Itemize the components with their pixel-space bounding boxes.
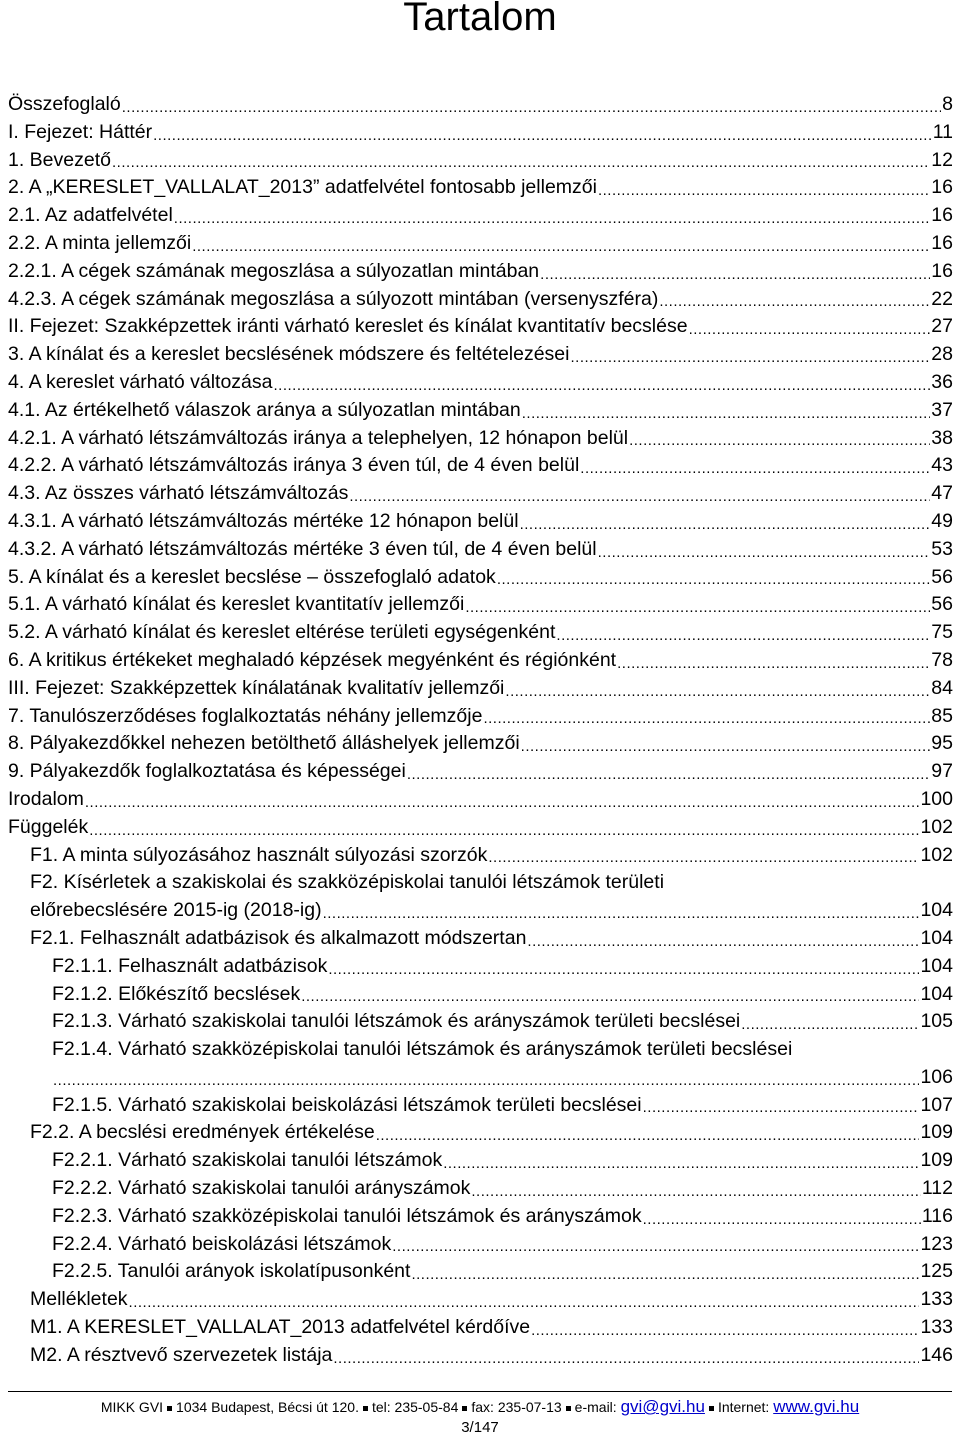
- toc-leader-dots: [174, 208, 931, 230]
- toc-leader-dots: [598, 542, 931, 564]
- toc-leader-dots: [556, 625, 930, 647]
- toc-entry[interactable]: [8, 1231, 953, 1259]
- toc-leader-dots: [527, 931, 919, 953]
- toc-entry-label: 5.1. A várható kínálat és kereslet kvantitatív jellemzői: [8, 593, 465, 616]
- footer-divider: [8, 1391, 952, 1392]
- toc-leader-dots: [407, 764, 930, 786]
- table-of-contents: [8, 91, 953, 1370]
- toc-leader-dots: [112, 152, 930, 174]
- toc-entry[interactable]: [8, 1147, 953, 1175]
- toc-leader-dots: [598, 180, 930, 202]
- toc-entry-label: 4.3. Az összes várható létszámváltozás: [8, 482, 349, 505]
- toc-entry[interactable]: [8, 619, 953, 647]
- bullet-square-icon: [462, 1406, 467, 1411]
- toc-entry[interactable]: [8, 1064, 953, 1092]
- toc-entry-page: 75: [931, 621, 953, 644]
- toc-entry-page: 102: [920, 843, 953, 866]
- toc-entry-label: 4.1. Az értékelhető válaszok aránya a súlyozatlan mintában: [8, 398, 521, 421]
- toc-leader-dots: [505, 681, 930, 703]
- toc-entry[interactable]: [8, 564, 953, 592]
- toc-entry-label: M1. A KERESLET_VALLALAT_2013 adatfelvétel kérdőíve: [30, 1316, 531, 1339]
- toc-leader-dots: [659, 291, 930, 313]
- toc-leader-dots: [540, 264, 930, 286]
- toc-entry-label: F2.1.5. Várható szakiskolai beiskolázási létszámok területi becslései: [52, 1093, 642, 1116]
- toc-leader-dots: [465, 597, 930, 619]
- toc-entry[interactable]: [8, 1286, 953, 1314]
- toc-entry[interactable]: [8, 953, 953, 981]
- footer-fax: fax: 235-07-13: [471, 1399, 562, 1415]
- toc-entry-page: 37: [931, 398, 953, 421]
- toc-leader-dots: [53, 1070, 919, 1092]
- toc-entry-label: 2. A „KERESLET_VALLALAT_2013” adatfelvétel fontosabb jellemzői: [8, 176, 597, 199]
- toc-entry-label: F2.2.5. Tanulói arányok iskolatípusonként: [52, 1260, 411, 1283]
- toc-leader-dots: [122, 97, 941, 119]
- toc-entry-page: 28: [931, 343, 953, 366]
- toc-leader-dots: [85, 792, 920, 814]
- toc-leader-dots: [580, 458, 930, 480]
- toc-entry-label: 7. Tanulószerződéses foglalkoztatás néhány jellemzője: [8, 704, 483, 727]
- toc-entry[interactable]: [8, 508, 953, 536]
- toc-entry[interactable]: [8, 981, 953, 1009]
- toc-entry[interactable]: [8, 452, 953, 480]
- toc-entry[interactable]: [8, 703, 953, 731]
- toc-entry-page: 78: [931, 648, 953, 671]
- toc-leader-dots: [328, 959, 919, 981]
- toc-leader-dots: [129, 1292, 920, 1314]
- toc-leader-dots: [443, 1153, 919, 1175]
- toc-leader-dots: [520, 514, 931, 536]
- toc-entry-label: F2.2.3. Várható szakközépiskolai tanulói létszámok és arányszámok: [52, 1204, 642, 1227]
- toc-entry-page: 123: [920, 1232, 953, 1255]
- toc-entry-label: II. Fejezet: Szakképzettek iránti várható kereslet és kínálat kvantitatív becslése: [8, 315, 688, 338]
- toc-entry-label: 2.2. A minta jellemzői: [8, 231, 192, 254]
- toc-entry-label: Irodalom: [8, 787, 84, 810]
- toc-entry[interactable]: [8, 1092, 953, 1120]
- toc-entry-label: 6. A kritikus értékeket meghaladó képzések megyénként és régiónként: [8, 648, 617, 671]
- toc-entry[interactable]: [8, 480, 953, 508]
- toc-leader-dots: [153, 125, 932, 147]
- toc-entry[interactable]: [8, 869, 953, 897]
- toc-leader-dots: [349, 486, 930, 508]
- toc-entry-label: 8. Pályakezdőkkel nehezen betölthető álláshelyek jellemzői: [8, 732, 520, 755]
- toc-entry[interactable]: [8, 174, 953, 202]
- toc-entry-label: F2.2. A becslési eredmények értékelése: [30, 1121, 375, 1144]
- toc-entry-page: 56: [931, 593, 953, 616]
- toc-leader-dots: [483, 708, 930, 730]
- toc-entry-label: 9. Pályakezdők foglalkoztatása és képességei: [8, 760, 406, 783]
- toc-leader-dots: [629, 430, 930, 452]
- toc-entry[interactable]: [8, 286, 953, 314]
- toc-leader-dots: [411, 1264, 919, 1286]
- toc-entry[interactable]: [8, 1175, 953, 1203]
- toc-entry-label: III. Fejezet: Szakképzettek kínálatának kvalitatív jellemzői: [8, 676, 505, 699]
- toc-entry-page: 56: [931, 565, 953, 588]
- toc-entry-page: 104: [920, 982, 953, 1005]
- toc-entry[interactable]: [8, 758, 953, 786]
- toc-entry-label: Összefoglaló: [8, 93, 121, 115]
- toc-entry-page: 27: [931, 315, 953, 338]
- footer-org: MIKK GVI: [100, 1399, 164, 1415]
- toc-entry-page: 133: [920, 1288, 953, 1311]
- toc-entry[interactable]: [8, 397, 953, 425]
- toc-entry[interactable]: [8, 925, 953, 953]
- toc-entry[interactable]: [8, 591, 953, 619]
- toc-leader-dots: [488, 847, 919, 869]
- toc-entry-page: 84: [931, 676, 953, 699]
- toc-entry-page: 125: [920, 1260, 953, 1283]
- toc-entry-label: I. Fejezet: Háttér: [8, 120, 153, 143]
- toc-entry-page: 36: [931, 370, 953, 393]
- footer-web-link[interactable]: www.gvi.hu: [773, 1397, 860, 1416]
- toc-entry[interactable]: [8, 1203, 953, 1231]
- toc-entry-page: 16: [931, 231, 953, 254]
- footer-email-link[interactable]: gvi@gvi.hu: [620, 1397, 705, 1416]
- toc-entry-label: Függelék: [8, 815, 89, 838]
- toc-entry[interactable]: [8, 897, 953, 925]
- toc-entry-label: F2.1.3. Várható szakiskolai tanulói létszámok és arányszámok területi becslései: [52, 1010, 741, 1033]
- toc-entry-label: 4. A kereslet várható változása: [8, 370, 273, 393]
- toc-entry-label: M2. A résztvevő szervezetek listája: [30, 1343, 333, 1366]
- toc-entry-page: 49: [931, 509, 953, 532]
- toc-entry[interactable]: [8, 369, 953, 397]
- bullet-square-icon: [363, 1406, 368, 1411]
- toc-entry[interactable]: [8, 91, 953, 119]
- toc-entry-label: F2.2.4. Várható beiskolázási létszámok: [52, 1232, 392, 1255]
- bullet-square-icon: [566, 1406, 571, 1411]
- footer-email-label: e-mail:: [574, 1399, 617, 1415]
- toc-entry-label: F2.2.2. Várható szakiskolai tanulói arányszámok: [52, 1177, 471, 1200]
- toc-entry-page: 109: [920, 1121, 953, 1144]
- toc-leader-dots: [471, 1181, 921, 1203]
- toc-leader-dots: [89, 820, 919, 842]
- toc-leader-dots: [643, 1209, 921, 1231]
- toc-entry[interactable]: [8, 814, 953, 842]
- toc-leader-dots: [301, 986, 919, 1008]
- toc-entry[interactable]: [8, 536, 953, 564]
- toc-entry-page: 47: [931, 482, 953, 505]
- toc-entry[interactable]: [8, 1119, 953, 1147]
- toc-entry[interactable]: [8, 730, 953, 758]
- toc-entry-label: F2.1.1. Felhasznált adatbázisok: [52, 954, 328, 977]
- toc-leader-dots: [274, 375, 931, 397]
- toc-entry-label: F2.1.4. Várható szakközépiskolai tanulói létszámok és arányszámok területi becslései: [52, 1038, 793, 1061]
- toc-leader-dots: [617, 653, 930, 675]
- toc-entry-page: 97: [931, 760, 953, 783]
- toc-leader-dots: [570, 347, 930, 369]
- toc-entry[interactable]: [8, 425, 953, 453]
- toc-entry-page: 102: [920, 815, 953, 838]
- toc-entry-label: 1. Bevezető: [8, 148, 111, 171]
- toc-entry-label: 4.3.2. A várható létszámváltozás mértéke 3 éven túl, de 4 éven belül: [8, 537, 597, 560]
- toc-entry-label: 5. A kínálat és a kereslet becslése – összefoglaló adatok: [8, 565, 496, 588]
- footer-address: 1034 Budapest, Bécsi út 120.: [176, 1399, 359, 1415]
- toc-entry-label: 4.3.1. A várható létszámváltozás mértéke 12 hónapon belül: [8, 509, 519, 532]
- toc-entry-page: 95: [931, 732, 953, 755]
- toc-entry-label: F1. A minta súlyozásához használt súlyozási szorzók: [30, 843, 488, 866]
- toc-entry-page: 85: [931, 704, 953, 727]
- toc-entry-page: 22: [931, 287, 953, 310]
- toc-leader-dots: [323, 903, 920, 925]
- toc-entry[interactable]: [8, 675, 953, 703]
- toc-entry-page: 109: [920, 1149, 953, 1172]
- bullet-square-icon: [709, 1406, 714, 1411]
- toc-entry-label: 3. A kínálat és a kereslet becslésének módszere és feltételezései: [8, 343, 570, 366]
- footer-internet-label: Internet:: [717, 1399, 770, 1415]
- toc-entry-page: 104: [920, 954, 953, 977]
- toc-entry[interactable]: [8, 341, 953, 369]
- toc-entry-page: 146: [920, 1343, 953, 1366]
- toc-entry-label: 4.2.3. A cégek számának megoszlása a súlyozott mintában (versenyszféra): [8, 287, 659, 310]
- toc-entry[interactable]: [8, 1008, 953, 1036]
- toc-leader-dots: [376, 1125, 920, 1147]
- toc-leader-dots: [643, 1097, 920, 1119]
- toc-leader-dots: [689, 319, 931, 341]
- toc-entry-page: 116: [921, 1204, 953, 1227]
- toc-leader-dots: [497, 569, 930, 591]
- toc-entry-page: 104: [920, 926, 953, 949]
- toc-entry-page: 16: [931, 204, 953, 227]
- toc-entry-page: 133: [920, 1316, 953, 1339]
- toc-entry-page: 11: [932, 120, 953, 143]
- toc-entry[interactable]: [8, 1342, 953, 1370]
- toc-entry-label: F2.1. Felhasznált adatbázisok és alkalmazott módszertan: [30, 926, 527, 949]
- toc-entry-page: 112: [921, 1177, 953, 1200]
- toc-entry[interactable]: [8, 258, 953, 286]
- toc-entry-page: 107: [920, 1093, 953, 1116]
- toc-entry[interactable]: [8, 230, 953, 258]
- toc-entry[interactable]: [8, 1036, 953, 1064]
- toc-leader-dots: [392, 1236, 919, 1258]
- toc-entry-label: 2.2.1. A cégek számának megoszlása a súlyozatlan mintában: [8, 259, 540, 282]
- toc-leader-dots: [522, 403, 931, 425]
- toc-leader-dots: [521, 736, 931, 758]
- toc-leader-dots: [333, 1348, 919, 1370]
- toc-entry-page: 43: [931, 454, 953, 477]
- toc-entry[interactable]: [8, 202, 953, 230]
- toc-entry[interactable]: [8, 147, 953, 175]
- page-title: Tartalom: [403, 0, 557, 39]
- footer: [0, 1397, 960, 1417]
- toc-entry[interactable]: [8, 1258, 953, 1286]
- toc-entry-label: előrebecslésére 2015-ig (2018-ig): [30, 899, 322, 922]
- toc-entry-label: Mellékletek: [30, 1288, 128, 1311]
- toc-entry[interactable]: [8, 1314, 953, 1342]
- toc-entry-label: F2. Kísérletek a szakiskolai és szakközépiskolai tanulói létszámok területi: [30, 871, 665, 894]
- toc-entry-page: 53: [931, 537, 953, 560]
- toc-entry[interactable]: [8, 647, 953, 675]
- toc-entry[interactable]: [8, 786, 953, 814]
- toc-entry-page: 38: [931, 426, 953, 449]
- toc-entry-label: 4.2.1. A várható létszámváltozás iránya a telephelyen, 12 hónapon belül: [8, 426, 629, 449]
- toc-entry-page: 104: [920, 899, 953, 922]
- toc-entry[interactable]: [8, 842, 953, 870]
- toc-entry-label: F2.1.2. Előkészítő becslések: [52, 982, 301, 1005]
- page-number: 3/147: [461, 1419, 499, 1436]
- toc-leader-dots: [741, 1014, 919, 1036]
- bullet-square-icon: [167, 1406, 172, 1411]
- toc-entry-page: 16: [931, 259, 953, 282]
- toc-entry[interactable]: [8, 119, 953, 147]
- toc-leader-dots: [531, 1320, 919, 1342]
- toc-entry-label: 4.2.2. A várható létszámváltozás iránya 3 éven túl, de 4 éven belül: [8, 454, 580, 477]
- toc-entry-label: F2.2.1. Várható szakiskolai tanulói létszámok: [52, 1149, 443, 1172]
- toc-entry-label: 5.2. A várható kínálat és kereslet eltérése területi egységenként: [8, 621, 556, 644]
- toc-entry-page: 106: [920, 1065, 953, 1088]
- toc-entry-page: 12: [931, 148, 953, 171]
- footer-tel: tel: 235-05-84: [371, 1399, 459, 1415]
- toc-leader-dots: [192, 236, 930, 258]
- toc-entry-page: 8: [942, 93, 953, 115]
- toc-entry[interactable]: [8, 313, 953, 341]
- toc-entry-page: 16: [931, 176, 953, 199]
- toc-entry-page: 100: [920, 787, 953, 810]
- toc-entry-page: 105: [920, 1010, 953, 1033]
- toc-entry-label: 2.1. Az adatfelvétel: [8, 204, 173, 227]
